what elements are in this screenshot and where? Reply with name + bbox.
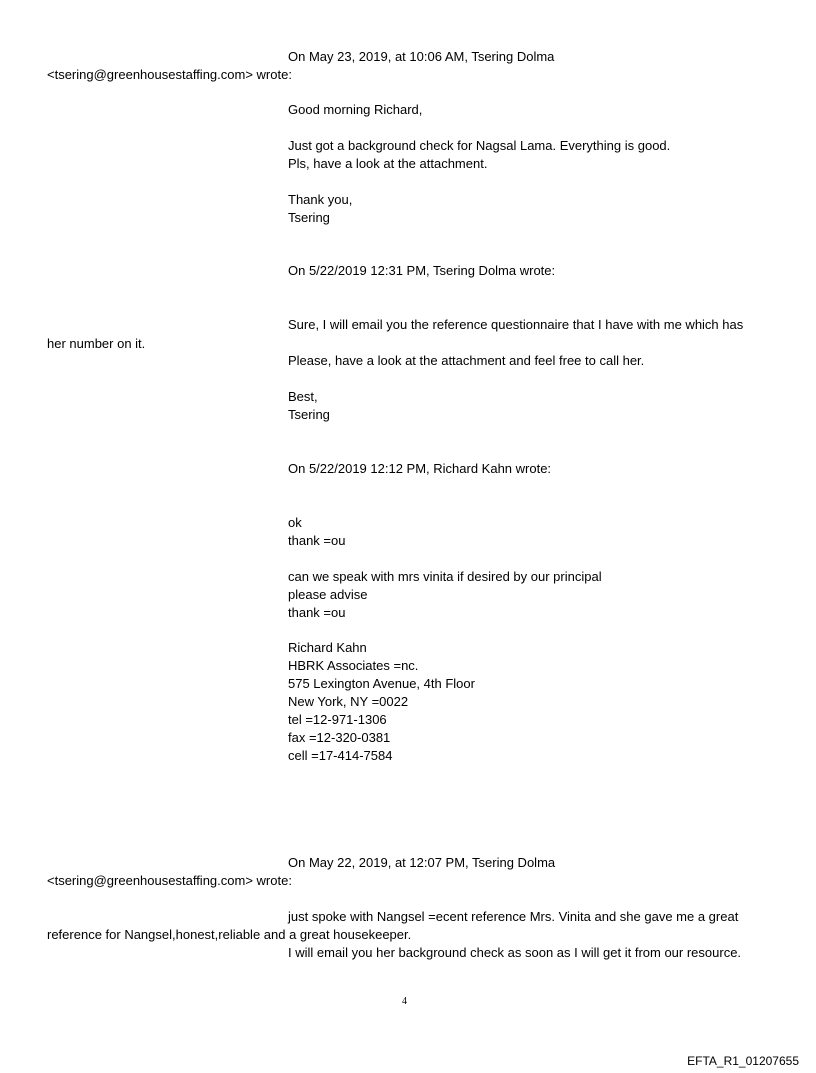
email-3-line-advise: please advise xyxy=(288,587,368,602)
email-1-header-line1: On May 23, 2019, at 10:06 AM, Tsering Dolma xyxy=(288,49,555,64)
email-3-header: On 5/22/2019 12:12 PM, Richard Kahn wrote: xyxy=(288,461,552,476)
email-2-header: On 5/22/2019 12:31 PM, Tsering Dolma wrote: xyxy=(288,263,556,278)
email-4-header-line1: On May 22, 2019, at 12:07 PM, Tsering Dolma xyxy=(288,855,556,870)
email-3-sig-cell: cell =17-414-7584 xyxy=(288,748,393,763)
email-3-line-thanks-1: thank =ou xyxy=(288,533,346,548)
email-3-line-speak: can we speak with mrs vinita if desired by our principal xyxy=(288,569,602,584)
email-2-body-line1-wrap: her number on it. xyxy=(47,336,146,351)
document-id: EFTA_R1_01207655 xyxy=(687,1054,799,1068)
email-3-sig-name: Richard Kahn xyxy=(288,640,367,655)
email-3-sig-fax: fax =12-320-0381 xyxy=(288,730,391,745)
email-1-greeting: Good morning Richard, xyxy=(288,102,423,117)
email-3-sig-company: HBRK Associates =nc. xyxy=(288,658,419,673)
email-1-signoff: Thank you, xyxy=(288,192,353,207)
email-3-sig-tel: tel =12-971-1306 xyxy=(288,712,387,727)
page-number: 4 xyxy=(402,996,407,1007)
email-1-signature: Tsering xyxy=(288,210,330,225)
email-2-signature: Tsering xyxy=(288,407,330,422)
email-4-body-line2: I will email you her background check as soon as I will get it from our resource. xyxy=(288,945,742,960)
email-2-signoff: Best, xyxy=(288,389,318,404)
email-1-header-line2: <tsering@greenhousestaffing.com> wrote: xyxy=(47,67,292,82)
email-3-line-thanks-2: thank =ou xyxy=(288,605,346,620)
email-4-body-line1: just spoke with Nangsel =ecent reference Mrs. Vinita and she gave me a great xyxy=(288,909,739,924)
email-1-body-line2: Pls, have a look at the attachment. xyxy=(288,156,488,171)
email-1-body-line1: Just got a background check for Nagsal Lama. Everything is good. xyxy=(288,138,671,153)
email-3-sig-address: 575 Lexington Avenue, 4th Floor xyxy=(288,676,475,691)
email-4-body-line1-wrap: reference for Nangsel,honest,reliable and a great housekeeper. xyxy=(47,927,412,942)
email-3-sig-city: New York, NY =0022 xyxy=(288,694,409,709)
email-4-header-line2: <tsering@greenhousestaffing.com> wrote: xyxy=(47,873,292,888)
email-2-body-line1: Sure, I will email you the reference questionnaire that I have with me which has xyxy=(288,317,744,332)
email-3-line-ok: ok xyxy=(288,515,302,530)
email-2-body-line2: Please, have a look at the attachment and feel free to call her. xyxy=(288,353,645,368)
